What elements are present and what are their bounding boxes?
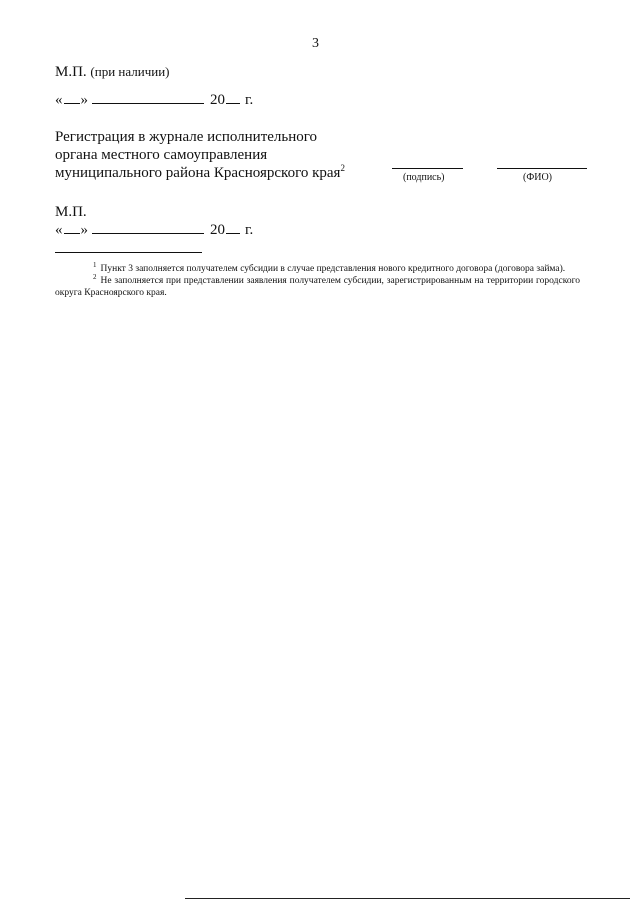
open-quote: « <box>55 222 63 238</box>
scan-edge-line <box>185 898 630 899</box>
year-prefix: 20 <box>210 92 225 108</box>
date-line <box>55 91 253 109</box>
footnote <box>55 260 580 275</box>
stamp-place-note: (при наличии) <box>90 64 170 79</box>
stamp-place-label-2: М.П. <box>55 204 87 220</box>
signature-line <box>392 168 463 169</box>
stamp-place-label: М.П. <box>55 64 87 80</box>
registration-line: Регистрация в журнале исполнительного <box>55 129 318 145</box>
close-quote: » <box>80 92 88 108</box>
footnote-number: 2 <box>93 272 97 281</box>
date-line-2 <box>55 221 253 239</box>
footnotes <box>55 260 580 299</box>
footnote-text: Не заполняется при представлении заявления получателем субсидии, зарегистрированным на территории городского округа Красноярского края. <box>55 276 580 298</box>
name-line <box>497 168 587 169</box>
footnote-number: 1 <box>93 260 97 269</box>
year-prefix: 20 <box>210 222 225 238</box>
day-blank <box>64 221 80 234</box>
year-suffix: г. <box>245 222 254 238</box>
page-number: 3 <box>312 36 319 51</box>
month-blank <box>92 221 204 234</box>
month-blank <box>92 91 204 104</box>
footnote-ref: 2 <box>340 163 345 173</box>
day-blank <box>64 91 80 104</box>
registration-line: муниципального района Красноярского края <box>55 165 341 181</box>
year-blank <box>226 91 240 104</box>
year-blank <box>226 221 240 234</box>
registration-block <box>55 128 345 182</box>
registration-line: органа местного самоуправления <box>55 147 268 163</box>
footnote <box>55 272 580 299</box>
stamp-place-block <box>55 64 169 81</box>
footnote-separator <box>55 252 202 253</box>
name-caption: (ФИО) <box>523 172 553 183</box>
open-quote: « <box>55 92 63 108</box>
footnote-text: Пункт 3 заполняется получателем субсидии в случае представления нового кредитного договора (договора займа). <box>100 264 566 274</box>
year-suffix: г. <box>245 92 254 108</box>
close-quote: » <box>80 222 88 238</box>
signature-caption: (подпись) <box>403 172 445 183</box>
